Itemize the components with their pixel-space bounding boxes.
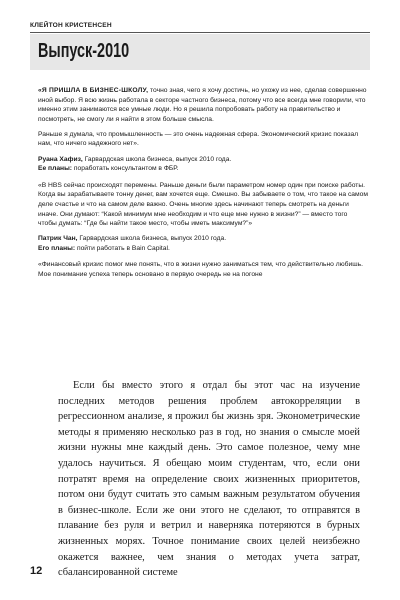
running-head: КЛЕЙТОН КРИСТЕНСЕН (30, 22, 112, 29)
plans-1 (38, 164, 368, 174)
sidebar-paragraph-2: Раньше я думала, что промышленность — это очень надежная сфера. Экономический кризис показал нам, что ничего надежного нет». (38, 130, 359, 148)
main-paragraph: Если бы вместо этого я отдал бы этот час на изучение последних методов решения проблем автокорреляции в регрессионном анализе, я прожил бы жизнь зря. Эконометрические методы я применяю несколько раз в год, но знания о смысле моей жизни нужны мне каждый день. Это самое полезное, чему мне удалось научиться. Я обещаю моим студентам, что, если они потратят время на определение своих жизненных приоритетов, потом они будут считать это самым важным результатом обучения в бизнес-школе. Если же они этого не сделают, то отправятся в плавание без руля и ветрил и наверняка потеряются в бурных жизненных морях. Точное понимание своих целей неизбежно окажется важнее, чем знания о методах учета затрат, сбалансированной системе (58, 380, 360, 579)
plans-1-text: поработать консультантом в ФБР. (72, 165, 179, 173)
plans-2-text: пойти работать в Bain Capital. (75, 244, 170, 252)
sidebar-paragraph-3: «В HBS сейчас происходят перемены. Раньше деньги были параметром номер один при поиске работы. Когда вы зарабатываете тонну денег, вам хочется еще. Смешно. Вы забываете о том, что такое на самом деле счастье и что на самом деле важно. Очень многие здесь начинают теперь смотреть на деньги иначе. Они думают: “Какой минимум мне необходим и что еще мне нужно в жизни?” — вместо того чтобы думать: “Где бы найти такое место, чтобы иметь максимум?”» (38, 181, 368, 228)
plans-2-label: Его планы: (38, 244, 76, 252)
sidebar-paragraph-1-text: точно зная, чего я хочу достичь, но ухожу из нее, сделав совершенно иной выбор. Я всю жизнь работала в секторе частного бизнеса, потому что все всегда мне говорили, что именно этим занимаются все умные люди. Но я решила попробовать работу на правительство и посмотреть, не смогу ли я найти в этом больше смысла. (38, 87, 367, 123)
page-number: 12 (30, 565, 43, 577)
attribution-1-text: Гарвардская школа бизнеса, выпуск 2010 года. (82, 155, 232, 163)
section-title: Выпуск-2010 (38, 40, 130, 62)
sidebar-paragraph-4: «Финансовый кризис помог мне понять, что в жизни нужно заниматься тем, что действительно любишь. Мое понимание успеха теперь основано в первую очередь не на погоне (38, 261, 363, 278)
attribution-2 (38, 234, 368, 244)
sidebar-box (38, 86, 368, 342)
sidebar-paragraph-1 (38, 86, 368, 124)
plans-2 (38, 244, 368, 254)
attribution-1 (38, 155, 368, 165)
sidebar-lead-in: «Я ПРИШЛА В БИЗНЕС-ШКОЛУ, (38, 87, 149, 94)
attribution-1-name: Руана Хафиз, (38, 155, 83, 163)
attribution-2-name: Патрик Чан, (38, 235, 78, 243)
attribution-2-text: Гарвардская школа бизнеса, выпуск 2010 года. (77, 235, 227, 243)
plans-1-label: Ее планы: (38, 165, 73, 173)
header-rule (30, 32, 370, 33)
